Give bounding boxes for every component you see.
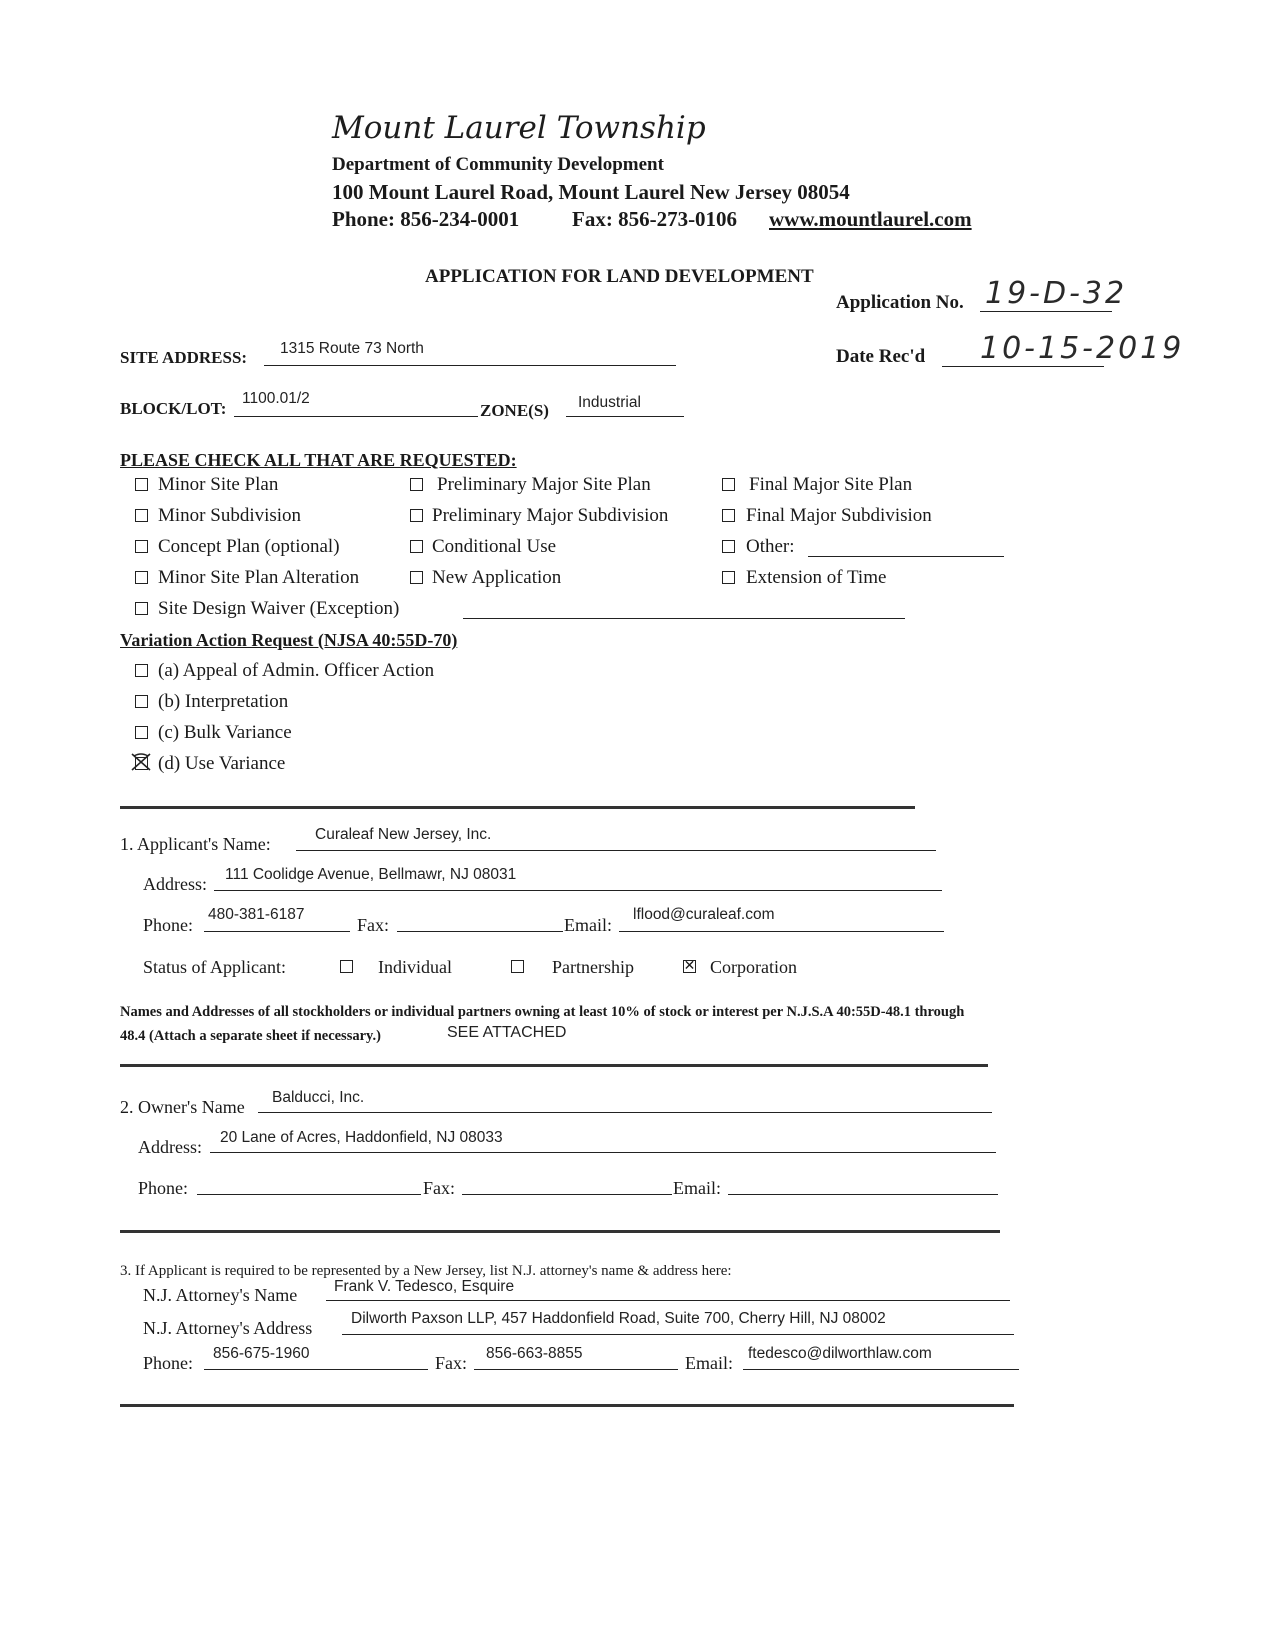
option-interpretation: (b) Interpretation xyxy=(158,691,289,712)
checkbox-concept-plan[interactable] xyxy=(135,540,148,553)
attorney-address-value[interactable]: Dilworth Paxson LLP, 457 Haddonfield Road, Suite 700, Cherry Hill, NJ 08002 xyxy=(351,1310,886,1327)
applicant-name-label: 1. Applicant's Name: xyxy=(120,834,271,854)
applicant-fax-label: Fax: xyxy=(357,915,390,935)
option-preliminary-major-site-plan: Preliminary Major Site Plan xyxy=(437,474,651,495)
attorney-fax-label: Fax: xyxy=(435,1353,468,1373)
applicant-email-label: Email: xyxy=(564,915,612,935)
checkbox-final-major-site-plan[interactable] xyxy=(722,478,735,491)
owner-email-label: Email: xyxy=(673,1178,721,1198)
block-lot-value[interactable]: 1100.01/2 xyxy=(242,390,310,407)
zones-label: ZONE(S) xyxy=(480,401,549,420)
attorney-email-value[interactable]: ftedesco@dilworthlaw.com xyxy=(748,1345,932,1362)
attorney-phone-label: Phone: xyxy=(143,1353,194,1373)
applicant-address-value[interactable]: 111 Coolidge Avenue, Bellmawr, NJ 08031 xyxy=(225,866,517,883)
section-divider xyxy=(120,1404,1014,1407)
checkbox-minor-site-plan[interactable] xyxy=(135,478,148,491)
checkbox-preliminary-major-subdivision[interactable] xyxy=(410,509,423,522)
option-minor-site-plan: Minor Site Plan xyxy=(158,474,279,495)
applicant-email-value[interactable]: lflood@curaleaf.com xyxy=(633,906,775,923)
owner-address-label: Address: xyxy=(138,1137,202,1157)
owner-fax-line[interactable] xyxy=(462,1194,672,1195)
attorney-name-value[interactable]: Frank V. Tedesco, Esquire xyxy=(334,1278,515,1295)
section-divider xyxy=(120,806,915,809)
option-bulk-variance: (c) Bulk Variance xyxy=(158,722,292,743)
department-address: 100 Mount Laurel Road, Mount Laurel New Jersey 08054 xyxy=(332,180,850,204)
checkbox-other[interactable] xyxy=(722,540,735,553)
department-phone: Phone: 856-234-0001 xyxy=(332,207,520,231)
option-concept-plan: Concept Plan (optional) xyxy=(158,536,340,557)
owner-phone-label: Phone: xyxy=(138,1178,189,1198)
option-other: Other: xyxy=(746,536,795,557)
checkbox-minor-subdivision[interactable] xyxy=(135,509,148,522)
site-address-label: SITE ADDRESS: xyxy=(120,348,248,367)
date-recd-label: Date Rec'd xyxy=(836,346,926,367)
status-individual: Individual xyxy=(378,957,452,977)
attorney-address-label: N.J. Attorney's Address xyxy=(143,1318,313,1338)
status-partnership: Partnership xyxy=(552,957,634,977)
checkbox-extension-of-time[interactable] xyxy=(722,571,735,584)
stockholders-note-line-2: 48.4 (Attach a separate sheet if necessary.) xyxy=(120,1028,381,1044)
section-divider xyxy=(120,1230,1000,1233)
attorney-email-label: Email: xyxy=(685,1353,733,1373)
variation-heading: Variation Action Request (NJSA 40:55D-70) xyxy=(120,630,458,650)
other-input-line[interactable] xyxy=(808,556,1004,557)
applicant-name-value[interactable]: Curaleaf New Jersey, Inc. xyxy=(315,826,492,843)
option-conditional-use: Conditional Use xyxy=(432,536,557,557)
zones-value[interactable]: Industrial xyxy=(578,394,641,411)
owner-name-label: 2. Owner's Name xyxy=(120,1097,245,1117)
applicant-phone-label: Phone: xyxy=(143,915,194,935)
section-divider xyxy=(120,1064,988,1067)
application-no-label: Application No. xyxy=(836,292,964,313)
department-fax: Fax: 856-273-0106 xyxy=(572,207,738,231)
status-label: Status of Applicant: xyxy=(143,957,286,977)
requests-heading: PLEASE CHECK ALL THAT ARE REQUESTED: xyxy=(120,450,517,470)
option-minor-site-plan-alteration: Minor Site Plan Alteration xyxy=(158,567,360,588)
application-no-value[interactable]: 19-D-32 xyxy=(985,276,1128,311)
owner-phone-line[interactable] xyxy=(197,1194,421,1195)
attorney-intro: 3. If Applicant is required to be represented by a New Jersey, list N.J. attorney's name & address here: xyxy=(120,1263,732,1279)
checkbox-preliminary-major-site-plan[interactable] xyxy=(410,478,423,491)
site-address-value[interactable]: 1315 Route 73 North xyxy=(280,340,424,357)
attorney-fax-value[interactable]: 856-663-8855 xyxy=(486,1345,583,1362)
owner-email-line[interactable] xyxy=(728,1194,998,1195)
corporation-check-mark: ✕ xyxy=(683,958,696,974)
checkbox-new-application[interactable] xyxy=(410,571,423,584)
checkbox-appeal-admin[interactable] xyxy=(135,664,148,677)
checkbox-interpretation[interactable] xyxy=(135,695,148,708)
option-minor-subdivision: Minor Subdivision xyxy=(158,505,302,526)
stockholders-note-line-1: Names and Addresses of all stockholders or individual partners owning at least 10% of stock or interest per N.J.S.A 40:55D-48.1 through xyxy=(120,1004,965,1020)
checkbox-bulk-variance[interactable] xyxy=(135,726,148,739)
option-appeal-admin: (a) Appeal of Admin. Officer Action xyxy=(158,660,435,681)
use-variance-check-mark xyxy=(130,752,152,772)
township-title: Mount Laurel Township xyxy=(332,110,706,146)
checkbox-site-design-waiver[interactable] xyxy=(135,602,148,615)
option-preliminary-major-subdivision: Preliminary Major Subdivision xyxy=(432,505,669,526)
checkbox-minor-site-plan-alteration[interactable] xyxy=(135,571,148,584)
status-corporation: Corporation xyxy=(710,957,797,977)
block-lot-label: BLOCK/LOT: xyxy=(120,399,227,418)
stockholders-value[interactable]: SEE ATTACHED xyxy=(447,1024,567,1041)
option-new-application: New Application xyxy=(432,567,562,588)
option-use-variance: (d) Use Variance xyxy=(158,753,286,774)
checkbox-final-major-subdivision[interactable] xyxy=(722,509,735,522)
option-final-major-site-plan: Final Major Site Plan xyxy=(749,474,913,495)
department-name: Department of Community Development xyxy=(332,154,664,175)
checkbox-individual[interactable] xyxy=(340,960,353,973)
checkbox-partnership[interactable] xyxy=(511,960,524,973)
owner-name-value[interactable]: Balducci, Inc. xyxy=(272,1089,365,1106)
attorney-name-label: N.J. Attorney's Name xyxy=(143,1285,298,1305)
website-link[interactable]: www.mountlaurel.com xyxy=(769,207,972,231)
attorney-phone-value[interactable]: 856-675-1960 xyxy=(213,1345,310,1362)
option-site-design-waiver: Site Design Waiver (Exception) xyxy=(158,598,400,619)
applicant-address-label: Address: xyxy=(143,874,207,894)
checkbox-conditional-use[interactable] xyxy=(410,540,423,553)
option-final-major-subdivision: Final Major Subdivision xyxy=(746,505,932,526)
owner-address-value[interactable]: 20 Lane of Acres, Haddonfield, NJ 08033 xyxy=(220,1129,503,1146)
owner-fax-label: Fax: xyxy=(423,1178,456,1198)
form-title: APPLICATION FOR LAND DEVELOPMENT xyxy=(425,266,814,287)
site-design-waiver-line[interactable] xyxy=(463,618,905,619)
applicant-phone-value[interactable]: 480-381-6187 xyxy=(208,906,305,923)
date-recd-value[interactable]: 10-15-2019 xyxy=(980,331,1185,366)
option-extension-of-time: Extension of Time xyxy=(746,567,887,588)
